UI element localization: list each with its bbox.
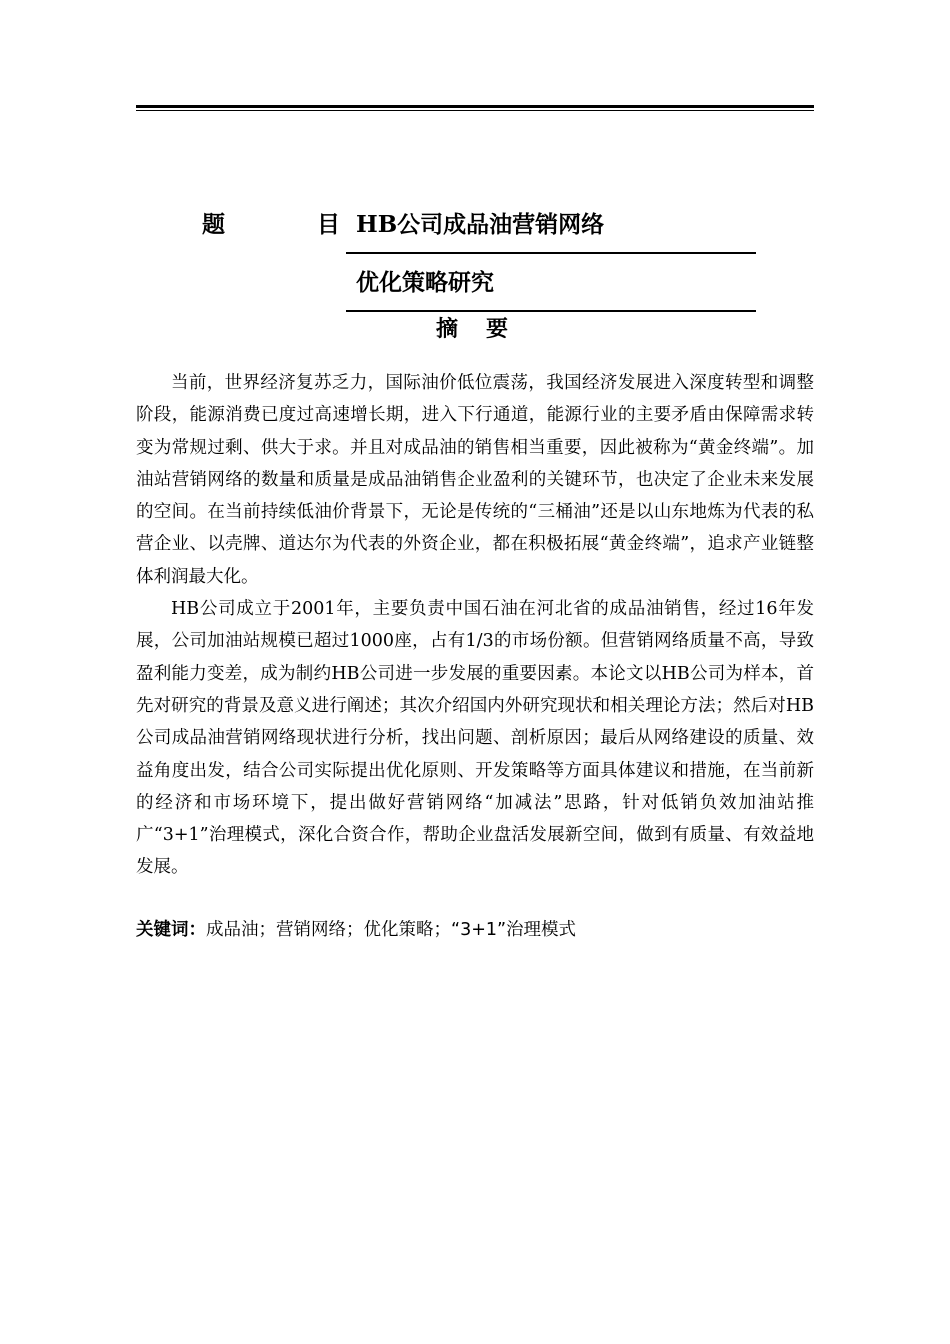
- thesis-title-line-2: 优化策略研究: [356, 269, 494, 296]
- abstract-heading: 摘要: [435, 316, 536, 342]
- abstract-paragraph: HB公司成立于2001年，主要负责中国石油在河北省的成品油销售，经过16年发展，公司加油站规模已超过1000座，占有1/3的市场份额。但营销网络质量不高，导致盈利能力变差，成为制约HB公司进一步发展的重要因素。本论文以HB公司为样本，首先对研究的背景及意义进行阐述；其次介绍国内外研究现状和相关理论方法；然后对HB公司成品油营销网络现状进行分析，找出问题、剖析原因；最后从网络建设的质量、效益角度出发，结合公司实际提出优化原则、开发策略等方面具体建议和措施，在当前新的经济和市场环境下，提出做好营销网络“加减法”思路，针对低销负效加油站推广“3+1”治理模式，深化合资合作，帮助企业盘活发展新空间，做到有质量、有效益地发展。: [136, 599, 814, 878]
- title-label-left: 题: [202, 211, 225, 238]
- keywords-text: 成品油；营销网络；优化策略；“3+1”治理模式: [206, 920, 577, 940]
- keywords-label: 关键词：: [136, 920, 206, 940]
- top-rule-thin: [136, 110, 814, 111]
- thesis-title-line-1: HB公司成品油营销网络: [356, 211, 605, 238]
- abstract-paragraph: 当前，世界经济复苏乏力，国际油价低位震荡，我国经济发展进入深度转型和调整阶段，能源消费已度过高速增长期，进入下行通道，能源行业的主要矛盾由保障需求转变为常规过剩、供大于求。并且对成品油的销售相当重要，因此被称为“黄金终端”。加油站营销网络的数量和质量是成品油销售企业盈利的关键环节，也决定了企业未来发展的空间。在当前持续低油价背景下，无论是传统的“三桶油”还是以山东地炼为代表的私营企业、以壳牌、道达尔为代表的外资企业，都在积极拓展“黄金终端”，追求产业链整体利润最大化。: [136, 373, 814, 587]
- title-label-right: 目: [317, 211, 340, 238]
- abstract-body: [136, 367, 814, 884]
- title-underline-1: [346, 252, 756, 254]
- title-label: [202, 206, 340, 239]
- top-rule-thick: [136, 105, 814, 108]
- keywords: [136, 916, 814, 944]
